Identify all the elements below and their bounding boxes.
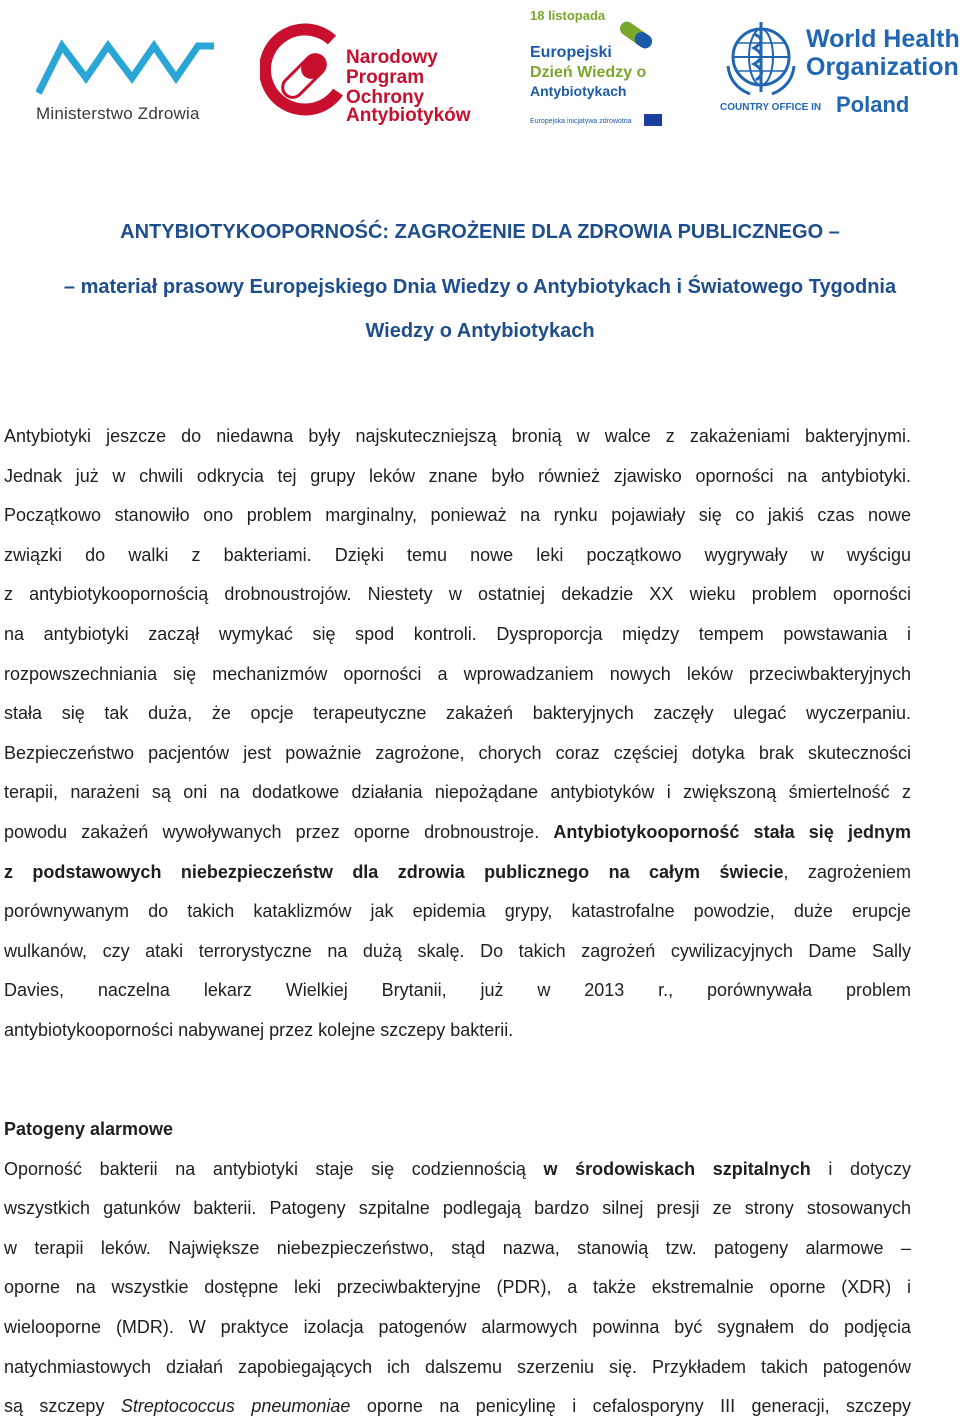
who-name-line-1: World Health	[806, 25, 960, 53]
section-line: wszystkich gatunków bakterii. Patogeny szpitalne podlegają bardzo silnej presji ze strony stosowanych	[4, 1198, 911, 1219]
edwa-line-1: Europejski	[530, 44, 612, 61]
intro-line: Bezpieczeństwo pacjentów jest poważnie zagrożone, chorych coraz częściej dotyka brak skuteczności	[4, 742, 911, 763]
section-line	[4, 1150, 911, 1190]
ministerstwo-zdrowia-logo	[36, 38, 214, 126]
capsule-ring-icon	[260, 22, 346, 122]
intro-line: związki do walki z bakteriami. Dzięki temu nowe leki początkowo wygrywały w wyścigu	[4, 544, 911, 565]
section-bold-text: w środowiskach szpitalnych	[543, 1158, 811, 1179]
capsule-icon	[614, 18, 658, 52]
section-line: natychmiastowych działań zapobiegających ich dalszemu szerzeniu się. Przykładem takich patogenów	[4, 1356, 911, 1377]
edwa-line-3: Antybiotykach	[530, 83, 627, 99]
intro-line: Początkowo stanowiło ono problem marginalny, ponieważ na rynku pojawiały się co jakiś czas nowe	[4, 505, 911, 526]
intro-line: Antybiotyki jeszcze do niedawna były najskuteczniejszą bronią w walce z zakażeniami bakteryjnymi.	[4, 426, 911, 446]
mz-wave-icon	[36, 38, 214, 98]
intro-line: Jednak już w chwili odkrycia tej grupy leków znane było również zjawisko oporności na antybiotyki.	[4, 465, 911, 486]
intro-bold-text: Antybiotykooporność stała się jednym	[553, 821, 911, 842]
intro-paragraph	[4, 417, 911, 1051]
who-country-label: COUNTRY OFFICE IN	[720, 102, 822, 113]
who-logo	[718, 14, 958, 118]
edwa-date: 18 listopada	[530, 8, 606, 23]
intro-line: z antybiotykoopornością drobnoustrojów. Niestety w ostatniej dekadzie XX wieku problem oporności	[4, 584, 911, 605]
section-line: wielooporne (MDR). W praktyce izolacja patogenów alarmowych powinna być sygnałem do podjęcia	[4, 1316, 911, 1337]
eu-flag-icon	[644, 114, 662, 126]
section-heading: Patogeny alarmowe	[4, 1119, 174, 1139]
intro-line: rozpowszechniania się mechanizmów oporności a wprowadzaniem nowych leków przeciwbakteryjnych	[4, 663, 911, 684]
section-text: i dotyczy	[810, 1158, 911, 1179]
edwa-logo	[528, 8, 668, 132]
intro-line: na antybiotyki zaczął wymykać się spod kontroli. Dysproporcja między tempem powstawania i	[4, 623, 911, 644]
intro-line: porównywanym do takich kataklizmów jak epidemia grypy, katastrofalne powodzie, duże erupcje	[4, 901, 911, 922]
intro-line: antybiotykooporności nabywanej przez kolejne szczepy bakterii.	[4, 1019, 514, 1040]
document-title: ANTYBIOTYKOOPORNOŚĆ: ZAGROŻENIE DLA ZDROWIA PUBLICZNEGO –	[120, 221, 840, 243]
section-text: są szczepy	[4, 1396, 121, 1417]
intro-bold-text: z podstawowych niebezpieczeństw dla zdrowia publicznego na całym świecie	[4, 861, 784, 882]
intro-text: , zagrożeniem	[783, 861, 911, 882]
who-emblem-icon	[720, 16, 802, 98]
section-text: oporne na penicylinę i cefalosporyny III generacji, szczepy	[350, 1396, 911, 1417]
logo-header	[0, 0, 960, 140]
section-patogeny	[4, 1110, 911, 1427]
edwa-line-2: Dzień Wiedzy o	[530, 64, 647, 81]
intro-text: powodu zakażeń wywoływanych przez oporne drobnoustroje.	[4, 821, 554, 842]
document-subtitle-line-1: – materiał prasowy Europejskiego Dnia Wiedzy o Antybiotykach i Światowego Tygodnia	[63, 276, 897, 298]
intro-line: wulkanów, czy ataki terrorystyczne na dużą skalę. Do takich zagrożeń cywilizacyjnych Dame Sally	[4, 940, 911, 961]
intro-line	[4, 853, 911, 893]
who-country: Poland	[836, 92, 910, 117]
intro-line: stała się tak duża, że opcje terapeutyczne zakażeń bakteryjnych zaczęły ulegać wyczerpaniu.	[4, 703, 911, 724]
section-line: w terapii leków. Największe niebezpieczeństwo, stąd nazwa, stanowią tzw. patogeny alarmowe –	[4, 1237, 911, 1258]
npoa-line-4: Antybiotyków	[346, 105, 471, 126]
ministerstwo-caption: Ministerstwo Zdrowia	[36, 104, 200, 123]
who-name-line-2: Organization	[806, 53, 959, 81]
intro-line: terapii, narażeni są oni na dodatkowe działania niepożądane antybiotyków i zwiększoną śmiertelność z	[4, 782, 911, 803]
intro-line	[4, 813, 911, 853]
npoa-line-1: Narodowy	[346, 47, 438, 68]
section-line: oporne na wszystkie dostępne leki przeciwbakteryjne (PDR), a także ekstremalnie oporne (XDR) i	[4, 1277, 911, 1298]
npoa-line-3: Ochrony	[346, 87, 425, 108]
section-text: Oporność bakterii na antybiotyki staje się codziennością	[4, 1158, 544, 1179]
npoa-line-2: Program	[346, 67, 425, 88]
section-italic-text: Streptococcus pneumoniae	[120, 1396, 351, 1417]
document-subtitle-line-2: Wiedzy o Antybiotykach	[365, 320, 595, 342]
edwa-footer: Europejska inicjatywa zdrowotna	[530, 118, 632, 125]
npoa-logo	[260, 22, 471, 128]
intro-line: Davies, naczelna lekarz Wielkiej Brytanii, już w 2013 r., porównywała problem	[4, 980, 911, 1001]
